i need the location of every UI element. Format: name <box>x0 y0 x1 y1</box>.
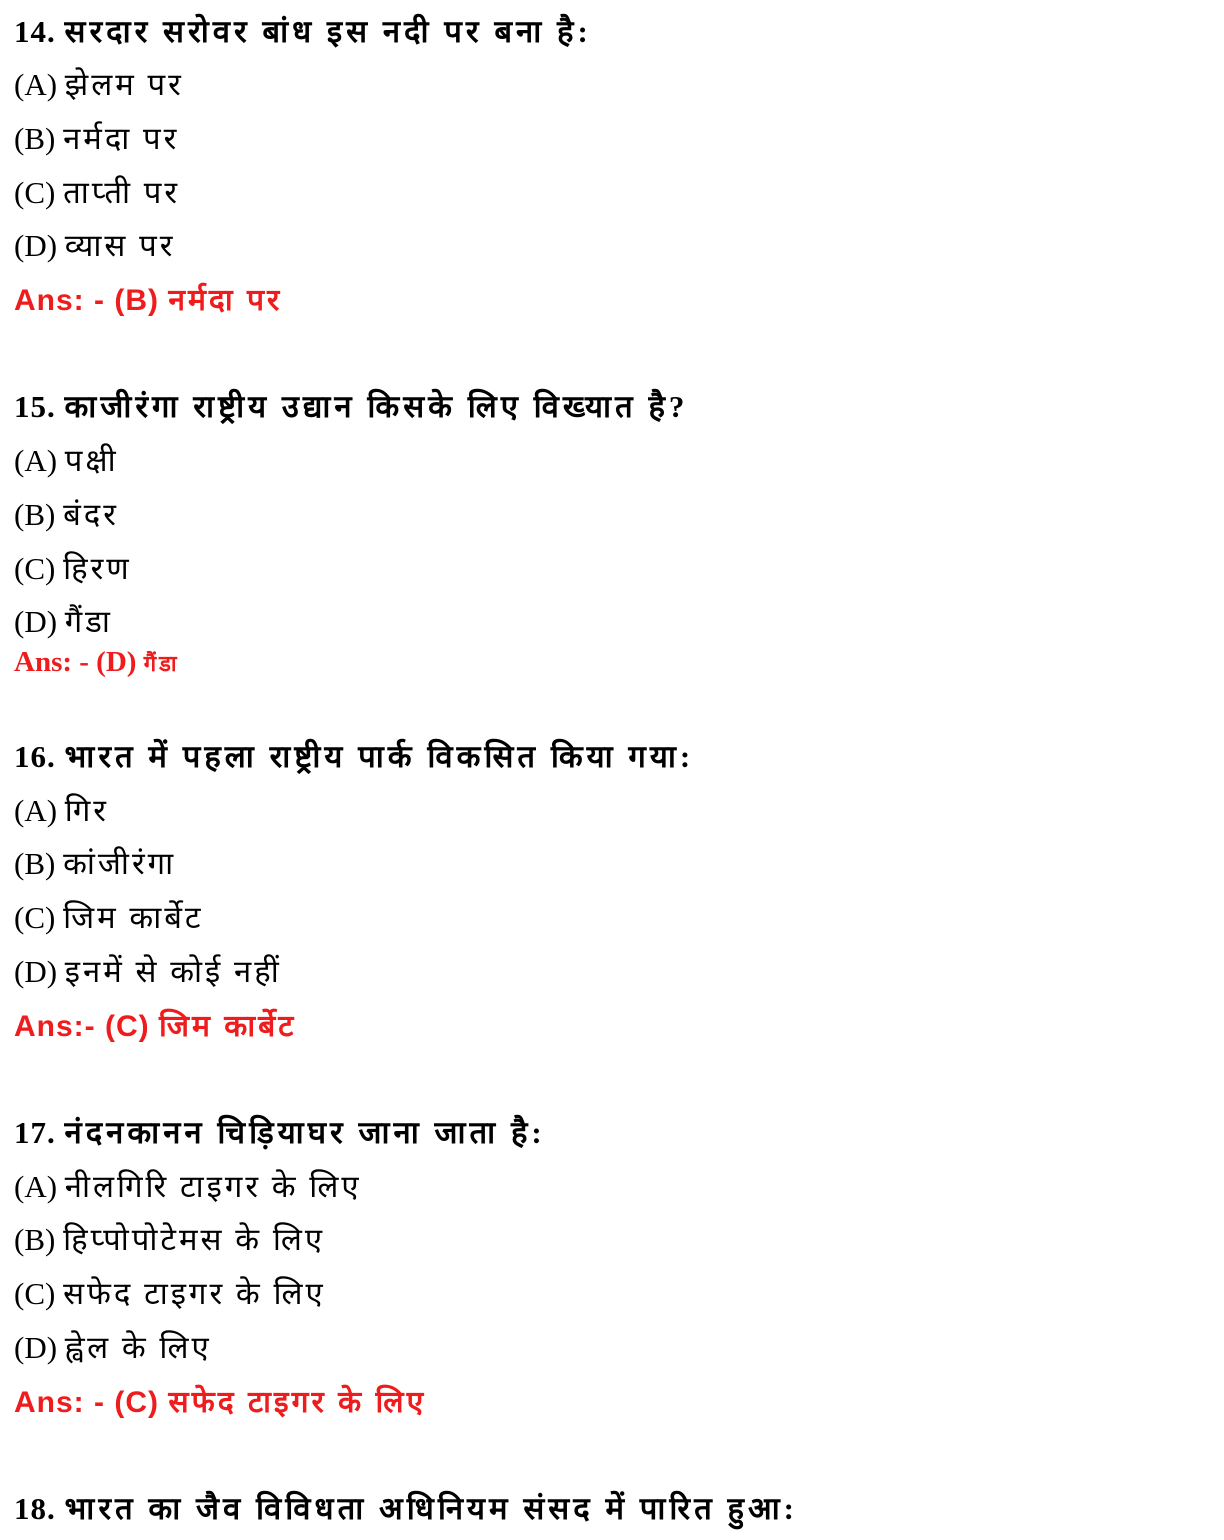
option-c <box>14 1272 326 1314</box>
option-d <box>14 600 113 642</box>
question-16 <box>14 735 694 777</box>
option-label: (C) <box>14 551 56 586</box>
option-text: झेलम पर <box>64 67 184 102</box>
option-label: (B) <box>14 497 56 532</box>
option-c <box>14 547 132 589</box>
option-c <box>14 896 204 938</box>
option-text: नर्मदा पर <box>63 121 180 156</box>
question-number: 17. <box>14 1115 56 1150</box>
answer-prefix: Ans:- (C) <box>14 1010 150 1043</box>
option-text: हिप्पोपोटेमस के लिए <box>63 1222 326 1257</box>
option-a <box>14 789 109 831</box>
option-b <box>14 842 176 884</box>
option-a <box>14 1165 362 1207</box>
answer-15 <box>14 646 180 679</box>
option-b <box>14 493 119 535</box>
option-text: ताप्ती पर <box>63 175 181 210</box>
option-text: गिर <box>64 793 109 828</box>
answer-text: सफेद टाइगर के लिए <box>168 1386 427 1419</box>
answer-prefix: Ans: - (B) <box>14 284 159 317</box>
option-d <box>14 950 282 992</box>
option-label: (D) <box>14 604 58 639</box>
question-number: 16. <box>14 739 56 774</box>
answer-17 <box>14 1380 426 1421</box>
question-17 <box>14 1111 546 1153</box>
question-15 <box>14 385 688 427</box>
option-text: ह्वेल के लिए <box>64 1330 212 1365</box>
question-number: 18. <box>14 1491 56 1526</box>
question-number: 15. <box>14 389 56 424</box>
answer-text: नर्मदा पर <box>168 284 283 317</box>
option-d <box>14 1326 212 1368</box>
option-text: जिम कार्बेट <box>63 900 204 935</box>
option-label: (A) <box>14 1169 58 1204</box>
option-label: (D) <box>14 954 58 989</box>
option-text: व्यास पर <box>64 228 176 263</box>
option-a <box>14 63 184 105</box>
option-b <box>14 1218 325 1260</box>
option-label: (D) <box>14 1330 58 1365</box>
option-text: इनमें से कोई नहीं <box>64 954 282 989</box>
question-14 <box>14 10 592 52</box>
option-d <box>14 224 175 266</box>
answer-prefix: Ans: - (D) <box>14 646 137 678</box>
option-text: नीलगिरि टाइगर के लिए <box>64 1169 362 1204</box>
option-text: गैंडा <box>64 604 113 639</box>
question-text: नंदनकानन चिड़ियाघर जाना जाता है: <box>64 1115 546 1150</box>
option-label: (A) <box>14 67 58 102</box>
option-label: (A) <box>14 443 58 478</box>
answer-16 <box>14 1004 296 1045</box>
option-label: (C) <box>14 900 56 935</box>
option-text: हिरण <box>63 551 132 586</box>
option-label: (C) <box>14 175 56 210</box>
option-text: सफेद टाइगर के लिए <box>63 1276 326 1311</box>
option-text: बंदर <box>63 497 119 532</box>
option-label: (B) <box>14 121 56 156</box>
question-number: 14. <box>14 14 56 49</box>
option-label: (D) <box>14 228 58 263</box>
question-text: भारत में पहला राष्ट्रीय पार्क विकसित किया गया: <box>64 739 695 774</box>
option-text: कांजीरंगा <box>63 846 177 881</box>
answer-14 <box>14 278 282 319</box>
option-label: (C) <box>14 1276 56 1311</box>
option-a <box>14 439 119 481</box>
question-text: काजीरंगा राष्ट्रीय उद्यान किसके लिए विख्यात है? <box>64 389 689 424</box>
question-text: सरदार सरोवर बांध इस नदी पर बना है: <box>64 14 592 49</box>
option-label: (A) <box>14 793 58 828</box>
option-label: (B) <box>14 1222 56 1257</box>
answer-text: जिम कार्बेट <box>158 1010 297 1043</box>
question-18 <box>14 1487 798 1529</box>
option-b <box>14 117 179 159</box>
answer-text: गैंडा <box>143 651 180 676</box>
question-text: भारत का जैव विविधता अधिनियम संसद में पारित हुआ: <box>64 1491 798 1526</box>
option-label: (B) <box>14 846 56 881</box>
answer-prefix: Ans: - (C) <box>14 1386 159 1419</box>
option-c <box>14 171 180 213</box>
option-text: पक्षी <box>64 443 119 478</box>
